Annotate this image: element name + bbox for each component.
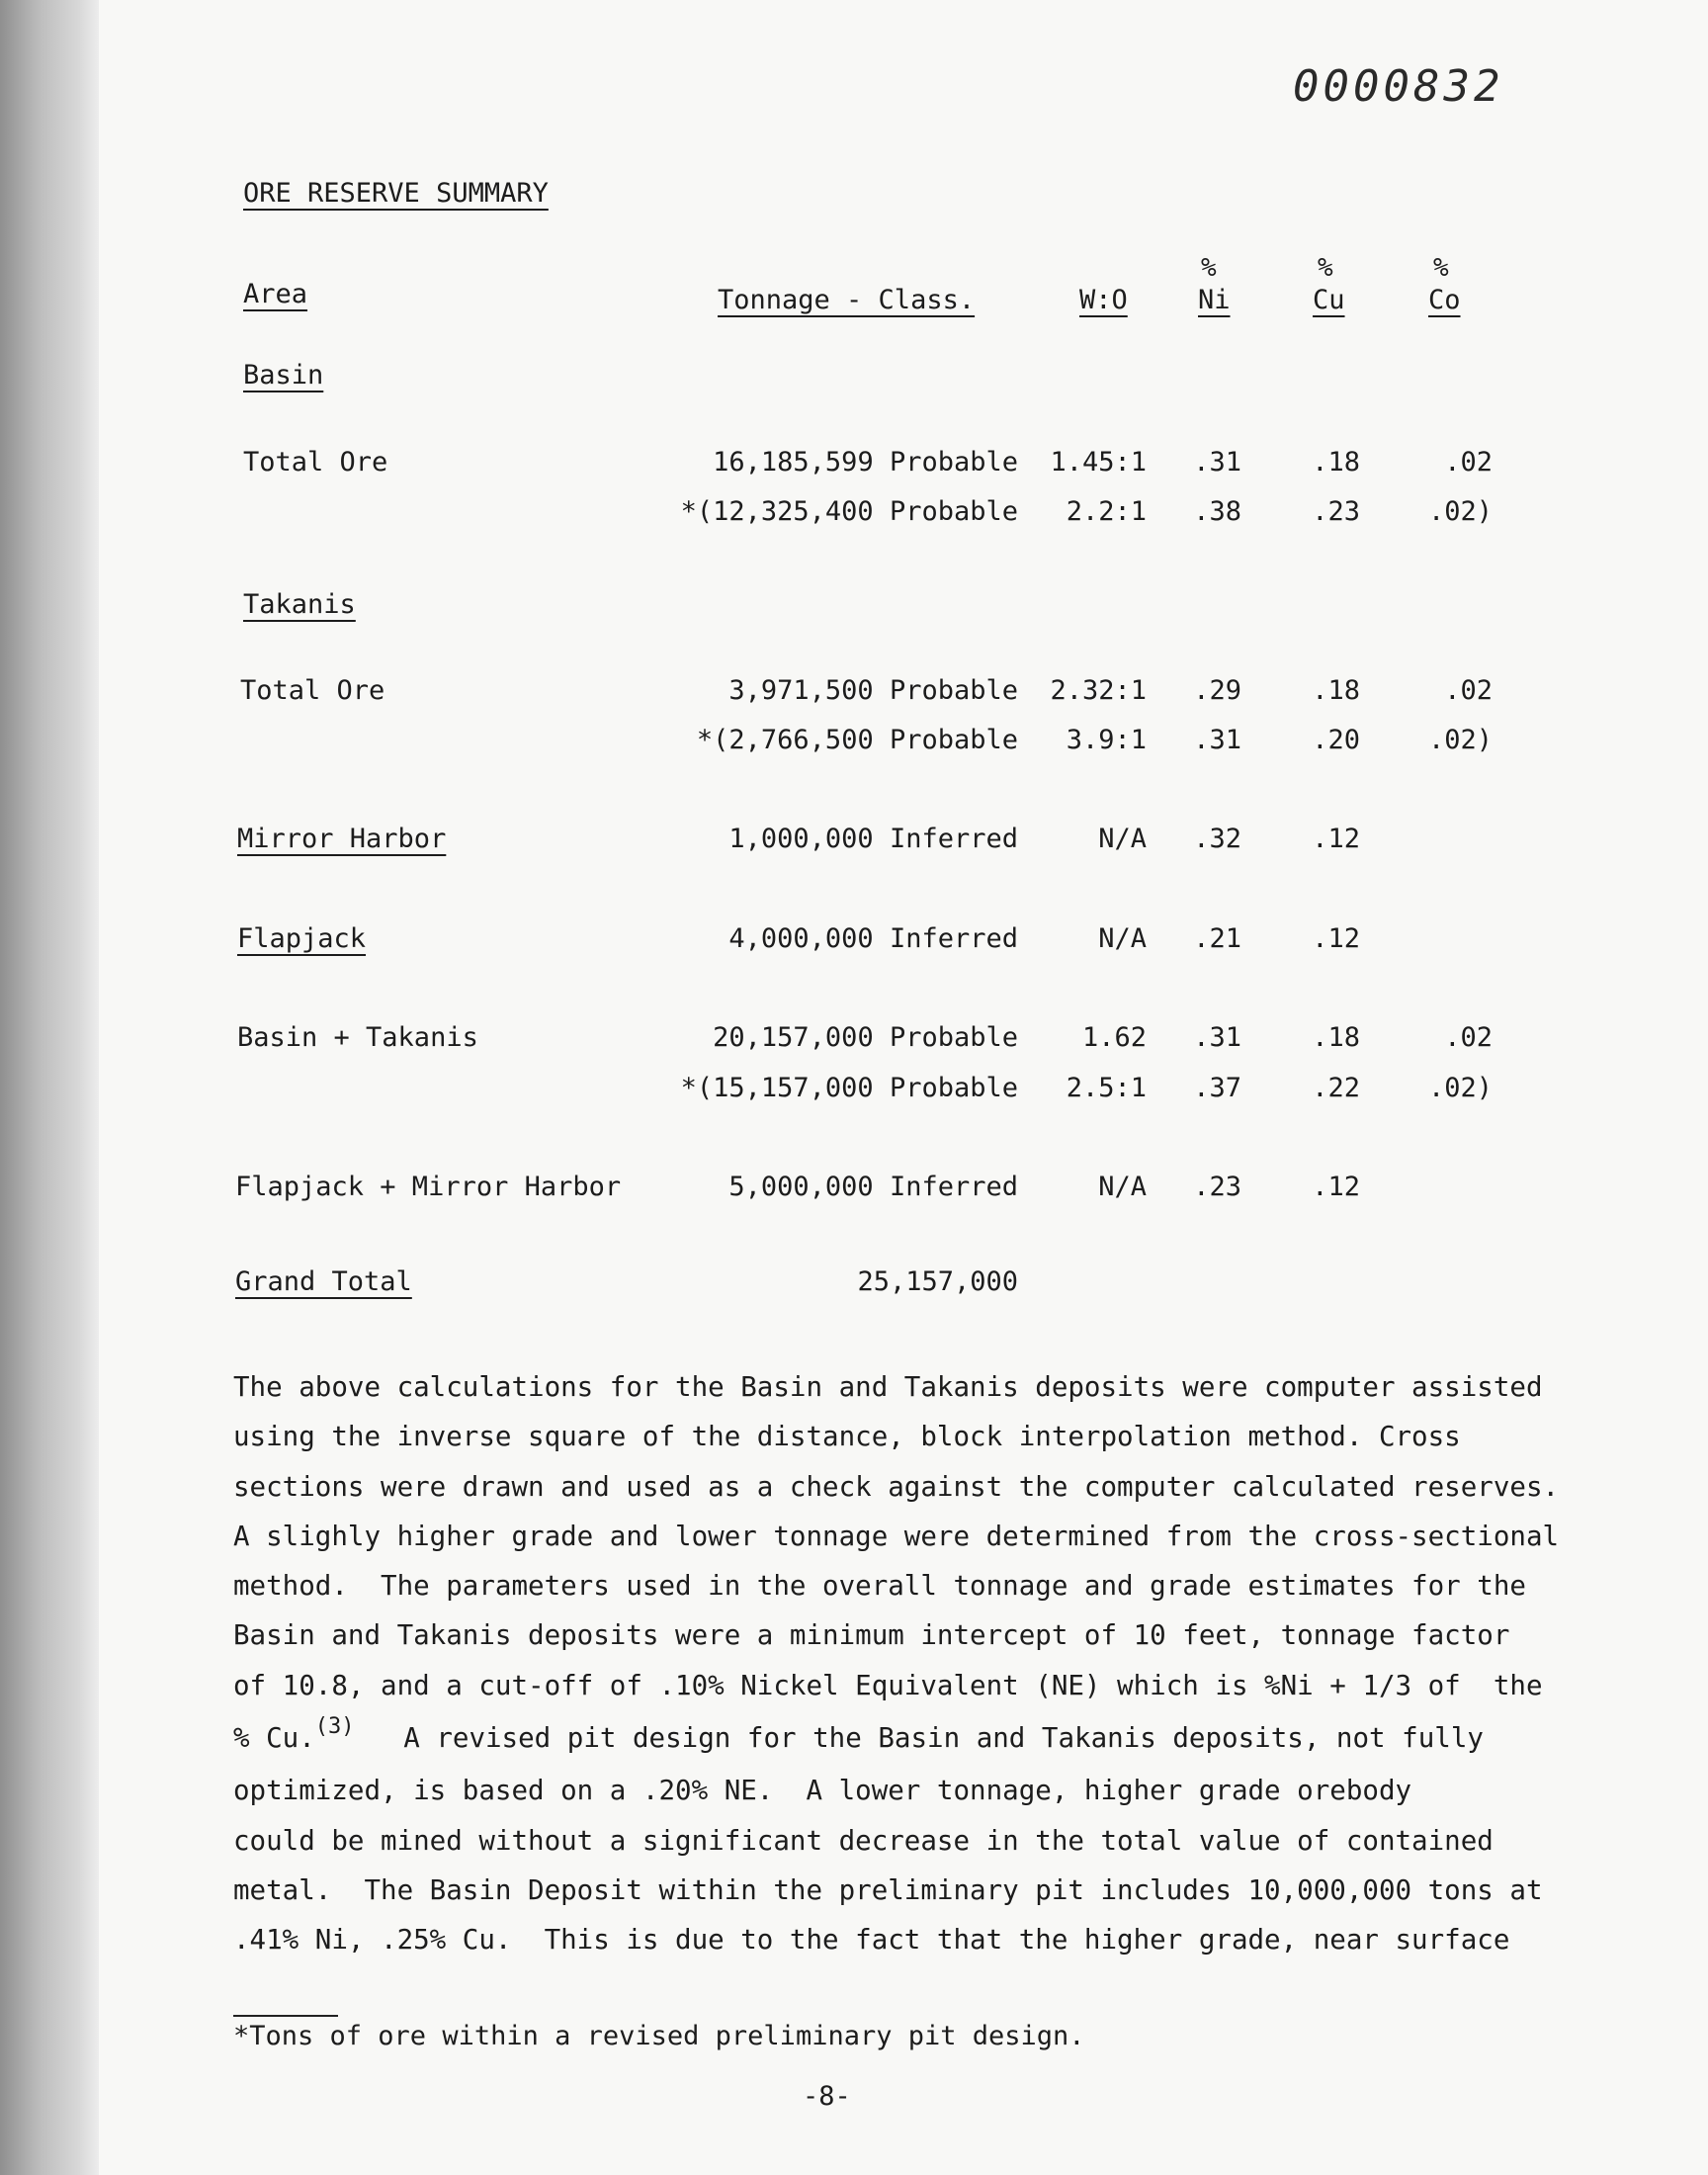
paragraph-line: Basin and Takanis deposits were a minimum intercept of 10 feet, tonnage factor (233, 1619, 1510, 1652)
cell-ni: .32 (1193, 824, 1241, 854)
cell-co: .02 (1444, 1022, 1493, 1053)
cell-co: .02) (1427, 1073, 1493, 1103)
col-header-area: Area (243, 279, 308, 309)
cell-co: .02) (1427, 496, 1493, 527)
cell-co: .02 (1444, 447, 1493, 478)
cell-wo: 2.5:1 (1066, 1073, 1147, 1103)
cell-wo: N/A (1098, 824, 1147, 854)
paragraph-line-start: % Cu. (233, 1722, 315, 1755)
paragraph-line: .41% Ni, .25% Cu. This is due to the fact that the higher grade, near surface (233, 1924, 1510, 1957)
binding-shadow (0, 0, 99, 2175)
cell-wo: 2.32:1 (1050, 675, 1147, 706)
cell-cu: .18 (1312, 447, 1360, 478)
cell-cu: .18 (1312, 1022, 1360, 1053)
cell-co: .02 (1444, 675, 1493, 706)
cell-tonnage: 1,000,000 Inferred (728, 824, 1018, 854)
pct-symbol-co: % (1433, 253, 1449, 283)
paragraph-line: method. The parameters used in the overall tonnage and grade estimates for the (233, 1570, 1526, 1603)
row-area-label: Basin + Takanis (237, 1022, 478, 1053)
row-area-label: Total Ore (243, 447, 388, 478)
paragraph-line (233, 1661, 1578, 1713)
cell-cu: .18 (1312, 675, 1360, 706)
cell-ni: .38 (1193, 496, 1241, 527)
paragraph-line-start: of 10.8, and a cut-off of .10% Nickel Equivalent (NE) which is %Ni + 1/3 of the (233, 1669, 1543, 1701)
col-header-wo: W:O (1079, 285, 1128, 315)
cell-tonnage: 20,157,000 Probable (713, 1022, 1018, 1053)
section-label: Basin (243, 360, 324, 391)
col-header-cu: Cu (1313, 285, 1345, 315)
cell-cu: .22 (1312, 1073, 1360, 1103)
paragraph-line: A slighly higher grade and lower tonnage were determined from the cross-sectional (233, 1520, 1560, 1552)
paragraph-line: sections were drawn and used as a check against the computer calculated reserves. (233, 1470, 1560, 1503)
cell-wo: 1.62 (1081, 1022, 1147, 1053)
cell-tonnage: 4,000,000 Inferred (728, 923, 1018, 954)
row-area-label: Flapjack (237, 923, 367, 954)
paragraph-line: could be mined without a significant decrease in the total value of contained (233, 1824, 1494, 1857)
col-header-co: Co (1428, 285, 1461, 315)
cell-tonnage: *(2,766,500 Probable (696, 725, 1018, 755)
col-header-tonnage: Tonnage - Class. (718, 285, 976, 315)
document-number: 0000832 (1293, 61, 1504, 112)
reference-superscript: (3) (314, 1714, 355, 1740)
cell-tonnage: 3,971,500 Probable (728, 675, 1018, 706)
section-title: ORE RESERVE SUMMARY (243, 178, 549, 209)
row-area-label: Flapjack + Mirror Harbor (235, 1172, 622, 1202)
row-area-label: Total Ore (240, 675, 385, 706)
cell-tonnage: 5,000,000 Inferred (728, 1172, 1018, 1202)
cell-cu: .12 (1312, 1172, 1360, 1202)
cell-wo: 1.45:1 (1050, 447, 1147, 478)
cell-tonnage: 16,185,599 Probable (713, 447, 1018, 478)
pct-symbol-ni: % (1201, 253, 1217, 283)
page-number: -8- (803, 2081, 851, 2112)
cell-wo: 3.9:1 (1066, 725, 1147, 755)
row-area-label: Grand Total (235, 1266, 412, 1297)
cell-ni: .21 (1193, 923, 1241, 954)
cell-ni: .29 (1193, 675, 1241, 706)
pct-symbol-cu: % (1318, 253, 1333, 283)
cell-wo: 2.2:1 (1066, 496, 1147, 527)
cell-ni: .37 (1193, 1073, 1241, 1103)
cell-co: .02) (1427, 725, 1493, 755)
cell-ni: .31 (1193, 725, 1241, 755)
cell-ni: .23 (1193, 1172, 1241, 1202)
cell-tonnage: 25,157,000 (857, 1266, 1018, 1297)
cell-tonnage: *(12,325,400 Probable (680, 496, 1018, 527)
cell-ni: .31 (1193, 447, 1241, 478)
cell-ni: .31 (1193, 1022, 1241, 1053)
cell-cu: .23 (1312, 496, 1360, 527)
paragraph-line-end: A revised pit design for the Basin and Takanis deposits, not fully (354, 1722, 1484, 1755)
row-area-label: Mirror Harbor (237, 824, 447, 854)
footnote-rule (233, 2015, 338, 2017)
body-paragraph (233, 1362, 1578, 1965)
cell-cu: .20 (1312, 725, 1360, 755)
cell-wo: N/A (1098, 923, 1147, 954)
footnote: *Tons of ore within a revised preliminary pit design. (233, 2021, 1085, 2051)
section-label: Takanis (243, 589, 356, 620)
paragraph-line: using the inverse square of the distance, block interpolation method. Cross (233, 1421, 1461, 1453)
paragraph-line: The above calculations for the Basin and Takanis deposits were computer assisted (233, 1371, 1543, 1403)
cell-wo: N/A (1098, 1172, 1147, 1202)
cell-tonnage: *(15,157,000 Probable (680, 1073, 1018, 1103)
paragraph-line: optimized, is based on a .20% NE. A lower tonnage, higher grade orebody (233, 1775, 1412, 1807)
cell-cu: .12 (1312, 923, 1360, 954)
cell-cu: .12 (1312, 824, 1360, 854)
col-header-ni: Ni (1198, 285, 1231, 315)
paragraph-line: metal. The Basin Deposit within the preliminary pit includes 10,000,000 tons at (233, 1873, 1543, 1906)
paragraph-line (233, 1713, 1578, 1766)
